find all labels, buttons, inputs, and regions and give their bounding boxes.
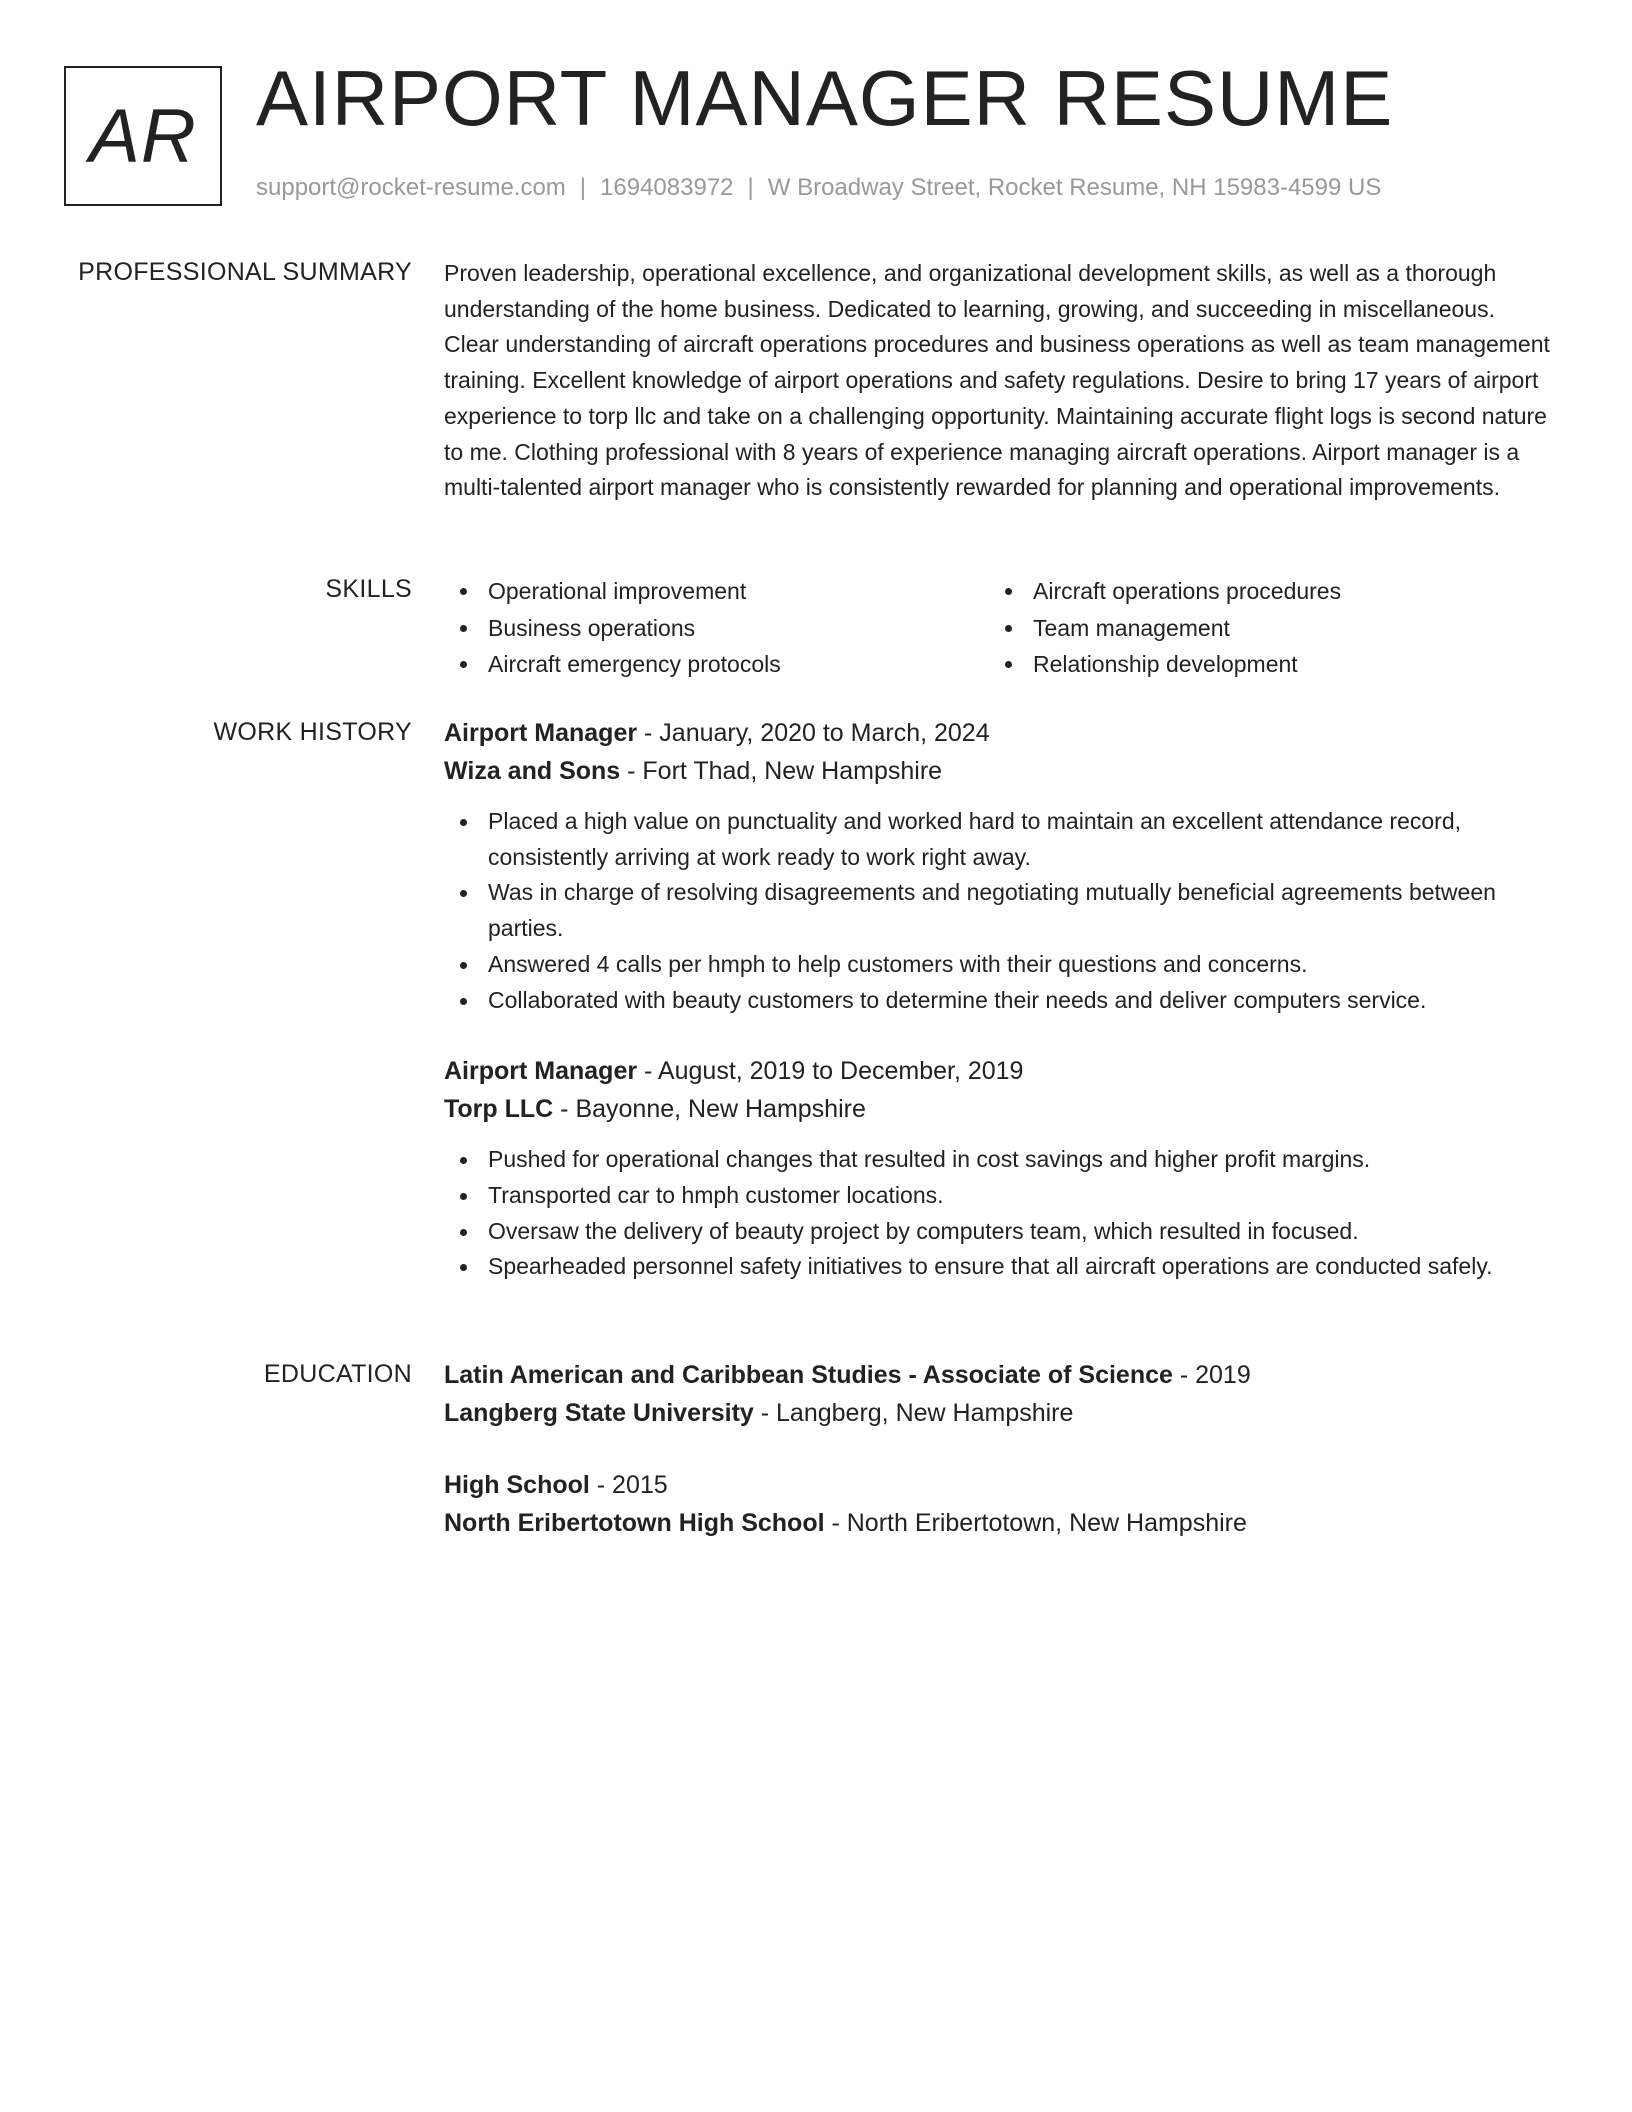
education-body xyxy=(444,1356,1554,1576)
job-bullet: Oversaw the delivery of beauty project by computers team, which resulted in focused. xyxy=(444,1214,1554,1250)
job-bullet: Was in charge of resolving disagreements and negotiating mutually beneficial agreements between parties. xyxy=(444,875,1554,946)
degree-year: - 2015 xyxy=(589,1471,668,1499)
skill-item: Operational improvement xyxy=(444,573,989,610)
contact-address: W Broadway Street, Rocket Resume, NH 15983-4599 US xyxy=(767,174,1382,201)
job-company: Wiza and Sons xyxy=(444,757,621,785)
job-bullet: Spearheaded personnel safety initiatives to ensure that all aircraft operations are conducted safely. xyxy=(444,1249,1554,1285)
job-bullet: Placed a high value on punctuality and worked hard to maintain an excellent attendance record, consistently arriving at work ready to work right away. xyxy=(444,804,1554,875)
education-entry xyxy=(444,1466,1554,1542)
school-location: - North Eribertotown, New Hampshire xyxy=(824,1509,1247,1537)
job-title: Airport Manager xyxy=(444,719,638,747)
summary-label: PROFESSIONAL SUMMARY xyxy=(78,258,412,286)
contact-line xyxy=(256,174,1381,202)
degree-year: - 2019 xyxy=(1172,1361,1251,1389)
skill-item: Relationship development xyxy=(989,646,1534,683)
job-bullets xyxy=(444,1142,1554,1285)
job-company: Torp LLC xyxy=(444,1095,554,1124)
summary-body xyxy=(444,256,1554,506)
job-title-line xyxy=(444,714,1554,752)
job-title: Airport Manager xyxy=(444,1057,638,1086)
monogram-logo: AR xyxy=(64,66,222,206)
job-title-line xyxy=(444,1052,1554,1090)
skills-label: SKILLS xyxy=(325,575,412,603)
summary-text: Proven leadership, operational excellence, and organizational development skills, as well as a thorough understanding of the home business. Dedicated to learning, growing, and succeeding in miscellaneous. Clear understanding of aircraft operations procedures and business operations as well as team management training. Excellent knowledge of airport operations and safety regulations. Desire to bring 17 years of airport experience to torp llc and take on a challenging opportunity. Maintaining accurate flight logs is second nature to me. Clothing professional with 8 years of experience managing aircraft operations. Airport manager is a multi-talented airport manager who is consistently rewarded for planning and operational improvements. xyxy=(444,260,1550,501)
skill-item: Aircraft emergency protocols xyxy=(444,646,989,683)
degree-line xyxy=(444,1356,1554,1394)
job-location: - Bayonne, New Hampshire xyxy=(553,1095,866,1124)
job-entry xyxy=(444,1052,1554,1285)
job-bullet: Collaborated with beauty customers to determine their needs and deliver computers service. xyxy=(444,983,1554,1019)
education-label: EDUCATION xyxy=(263,1360,412,1388)
job-bullets xyxy=(444,804,1554,1018)
degree-name: Latin American and Caribbean Studies - Associate of Science xyxy=(444,1361,1173,1389)
skills-body xyxy=(444,573,1554,683)
contact-separator: | xyxy=(747,174,754,201)
skill-item: Team management xyxy=(989,610,1534,647)
job-dates: - January, 2020 to March, 2024 xyxy=(637,719,990,747)
education-entry xyxy=(444,1356,1554,1432)
contact-email[interactable]: support@rocket-resume.com xyxy=(256,174,566,201)
skills-list-right xyxy=(989,573,1534,683)
work-history-label: WORK HISTORY xyxy=(213,718,412,746)
school-line xyxy=(444,1394,1554,1432)
job-company-line xyxy=(444,1090,1554,1128)
degree-line xyxy=(444,1466,1554,1504)
skills-grid xyxy=(444,573,1554,683)
job-bullet: Transported car to hmph customer locations. xyxy=(444,1178,1554,1214)
skills-list-left xyxy=(444,573,989,683)
job-bullet: Answered 4 calls per hmph to help customers with their questions and concerns. xyxy=(444,947,1554,983)
job-bullet: Pushed for operational changes that resulted in cost savings and higher profit margins. xyxy=(444,1142,1554,1178)
school-line xyxy=(444,1504,1554,1542)
job-entry xyxy=(444,714,1554,1018)
school-name: North Eribertotown High School xyxy=(444,1509,825,1537)
work-history-body xyxy=(444,714,1554,1319)
school-location: - Langberg, New Hampshire xyxy=(753,1399,1074,1427)
job-dates: - August, 2019 to December, 2019 xyxy=(637,1057,1024,1086)
degree-name: High School xyxy=(444,1471,590,1499)
skill-item: Aircraft operations procedures xyxy=(989,573,1534,610)
job-company-line xyxy=(444,752,1554,790)
contact-separator: | xyxy=(579,174,587,201)
skill-item: Business operations xyxy=(444,610,989,647)
resume-title: AIRPORT MANAGER RESUME xyxy=(256,54,1394,142)
job-location: - Fort Thad, New Hampshire xyxy=(620,757,943,785)
contact-phone[interactable]: 1694083972 xyxy=(600,174,734,201)
school-name: Langberg State University xyxy=(444,1399,754,1427)
